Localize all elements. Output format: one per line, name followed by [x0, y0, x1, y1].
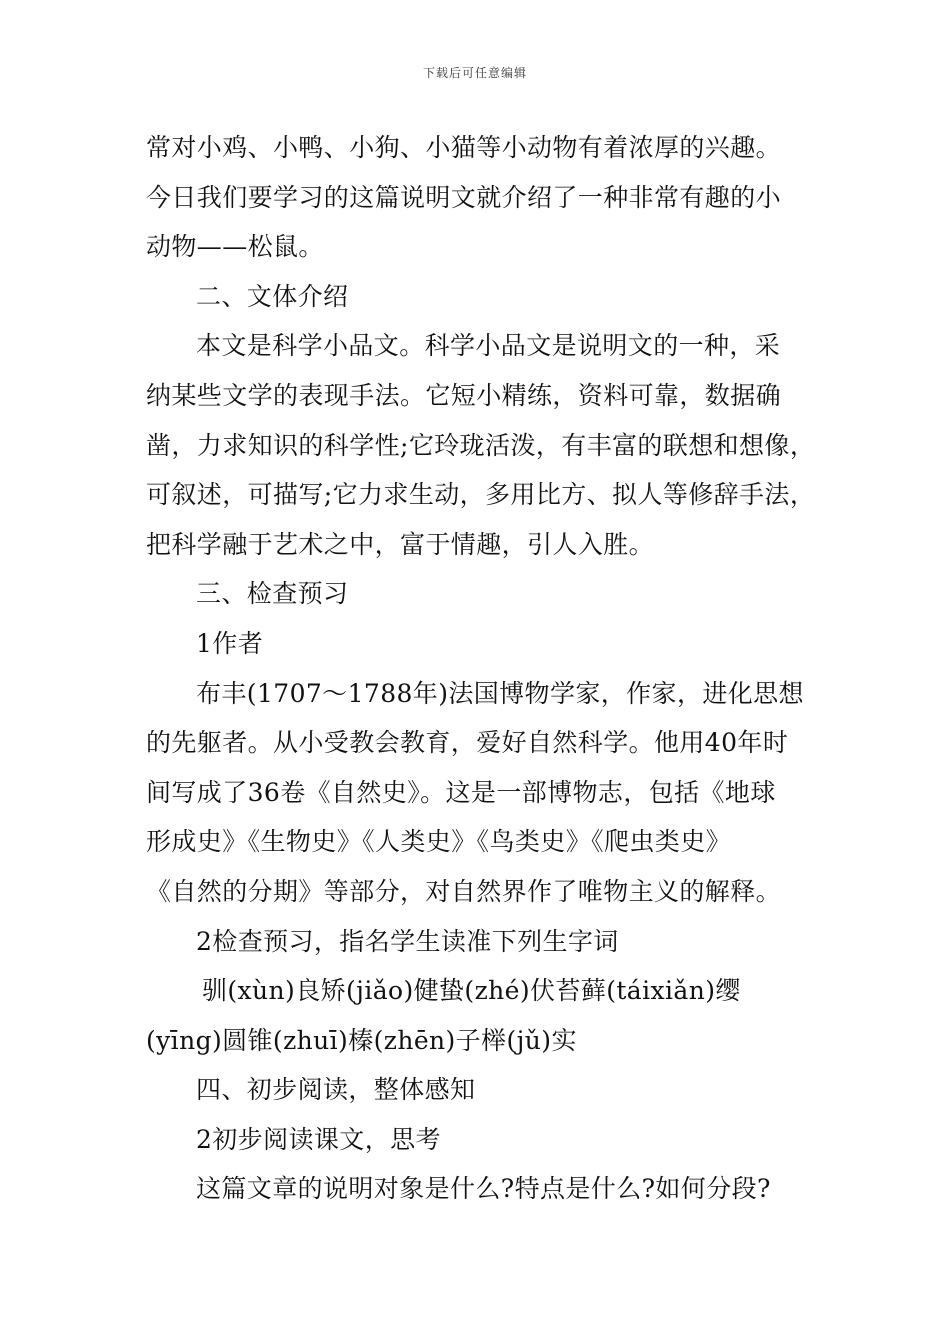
vocabulary-line: (yīng)圆锥(zhuī)榛(zhēn)子榉(jǔ)实 — [146, 1025, 577, 1055]
text-line: 这篇文章的说明对象是什么?特点是什么?如何分段? — [196, 1174, 771, 1204]
text-line: 动物——松鼠。 — [146, 232, 324, 262]
text-line: 今日我们要学习的这篇说明文就介绍了一种非常有趣的小 — [146, 182, 782, 212]
text-line: 凿，力求知识的科学性;它玲珑活泼，有丰富的联想和想像， — [146, 430, 816, 460]
text-line: 把科学融于艺术之中，富于情趣，引人入胜。 — [146, 529, 655, 559]
text-line: 《自然的分期》等部分，对自然界作了唯物主义的解释。 — [146, 876, 782, 906]
text-line: 可叙述，可描写;它力求生动，多用比方、拟人等修辞手法， — [146, 480, 816, 510]
subsection-heading: 2初步阅读课文，思考 — [196, 1124, 441, 1154]
section-heading: 二、文体介绍 — [196, 281, 349, 311]
section-heading: 三、检查预习 — [196, 579, 349, 609]
subsection-heading: 2检查预习，指名学生读准下列生字词 — [196, 926, 619, 956]
text-line: 本文是科学小品文。科学小品文是说明文的一种，采 — [196, 331, 781, 361]
text-line: 布丰(1707～1788年)法国博物学家，作家，进化思想 — [196, 678, 804, 708]
section-heading: 四、初步阅读，整体感知 — [196, 1075, 476, 1105]
page-header: 下载后可任意编辑 — [422, 66, 527, 80]
text-line: 常对小鸡、小鸭、小狗、小猫等小动物有着浓厚的兴趣。 — [146, 133, 782, 162]
text-line: 形成史》《生物史》《人类史》《鸟类史》《爬虫类史》 — [146, 827, 732, 857]
text-line: 间写成了36卷《自然史》。这是一部博物志，包括《地球 — [146, 777, 776, 807]
vocabulary-line: 驯(xùn)良矫(jiǎo)健蛰(zhé)伏苔藓(táixiǎn)缨 — [202, 976, 741, 1006]
text-line: 纳某些文学的表现手法。它短小精练，资料可靠，数据确 — [146, 380, 782, 410]
subsection-heading: 1作者 — [196, 628, 264, 658]
text-line: 的先躯者。从小受教会教育，爱好自然科学。他用40年时 — [146, 728, 789, 758]
document-body — [146, 123, 826, 1214]
